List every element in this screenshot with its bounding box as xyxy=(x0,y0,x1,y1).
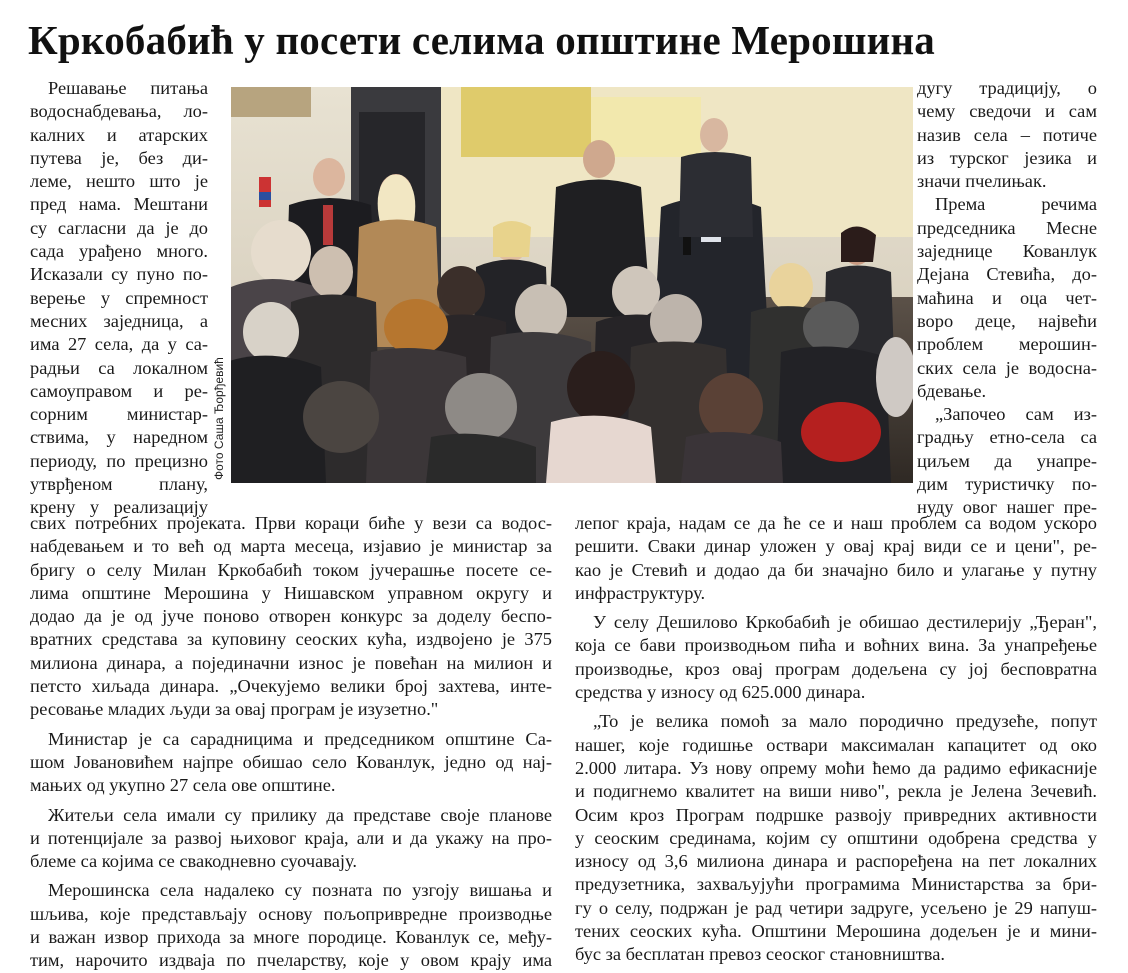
text-line: бдевање. xyxy=(917,380,987,401)
text-line: заједнице Кованлук xyxy=(917,241,1097,262)
text-line: решити. Сваки динар уложен у овај крај види се и цени", ре- xyxy=(575,536,1097,557)
text-line: из турског језика и xyxy=(917,147,1097,168)
text-line: радњи са локалном xyxy=(30,357,208,378)
text-line: У селу Дешилово Кркобабић је обишао дестилерију „Ђеран", xyxy=(593,612,1097,633)
text-line: бус за бесплатан превоз сеоског становништва. xyxy=(575,944,946,965)
text-line: председника Месне xyxy=(917,217,1097,238)
text-line: пред нама. Мештани xyxy=(30,194,208,215)
column-left-top xyxy=(30,77,208,520)
text-line: ствима, у наредном xyxy=(30,427,208,448)
text-line: самоуправом и ре- xyxy=(30,380,208,401)
text-line: вратних средстава за куповину сеоских кућа, издвојено је 375 xyxy=(30,629,552,650)
text-line: ресовање младих људи за овај програм је изузетно." xyxy=(30,699,439,720)
photo-credit-text: Фото Саша Ђорђевић xyxy=(212,357,226,480)
text-line: верење у спремност xyxy=(30,287,208,308)
article-photo xyxy=(231,87,913,483)
text-line: путева је, без ди- xyxy=(30,147,208,168)
text-line: калних и атарских xyxy=(30,124,208,145)
text-line: у сеоским срединама, којим су општини одобрена средства у xyxy=(575,827,1097,848)
text-line: Према речима xyxy=(935,194,1097,215)
text-line: периоду, по прецизно xyxy=(30,450,208,471)
text-line: Осим кроз Програм подршке развоју привредних активности xyxy=(575,804,1097,825)
text-line: износу од 3,6 милиона динара и распоређена на пет локалних xyxy=(575,851,1097,872)
text-line: нашег, које годишње оствари максималан капацитет од око xyxy=(575,734,1097,755)
text-line: градњу етно-села са xyxy=(917,427,1097,448)
text-line: дугу традицију, о xyxy=(917,78,1097,98)
text-line: инфраструктуру. xyxy=(575,582,706,603)
text-line: дим туристичку по- xyxy=(917,474,1097,495)
text-line: блеме са којима се свакодневно суочавају. xyxy=(30,851,357,872)
column-bottom-left xyxy=(30,512,552,973)
text-line: месних заједница, а xyxy=(30,310,208,331)
text-line: лепог краја, надам се да ће се и наш проблем са водом ускоро xyxy=(575,513,1097,533)
text-line: ских села је водосна- xyxy=(917,357,1097,378)
text-line: Решавање питања xyxy=(48,78,208,98)
text-line: утврђеном плану, xyxy=(30,474,208,495)
text-line: су сагласни да је до xyxy=(30,217,208,238)
text-line: набдевањем и то већ од марта месеца, изјавио је министар за xyxy=(30,536,552,557)
text-line: производње, кроз овај програм додељена су јој бесповратна xyxy=(575,658,1097,679)
text-line: чему сведочи и сам xyxy=(917,101,1097,122)
text-line: „То је велика помоћ за мало породично предузеће, попут xyxy=(593,711,1097,732)
text-line: 2.000 литара. Уз нову опрему моћи ћемо да радимо ефикасније xyxy=(575,757,1097,778)
text-line: предузетника, захваљујући програмима Министарства за бри- xyxy=(575,874,1097,895)
text-line: и важан извор прихода за многе породице. Кованлук се, међу- xyxy=(30,927,552,948)
text-line: назив села – потиче xyxy=(917,124,1097,145)
text-line: мањих од укупно 27 села ове општине. xyxy=(30,775,336,796)
text-line: водоснабдевања, ло- xyxy=(30,101,208,122)
text-line: тених сеоских кућа. Општини Мерошина додељен је и мини- xyxy=(575,921,1097,942)
text-line: бригу о селу Милан Кркобабић током јучерашње посете се- xyxy=(30,559,552,580)
text-line: Исказали су пуно по- xyxy=(30,264,208,285)
text-line: маћина и оца чет- xyxy=(917,287,1097,308)
article-headline: Кркобабић у посети селима општине Мерошина xyxy=(28,17,935,63)
text-line: леме, нешто што је xyxy=(30,171,208,192)
text-line: нуду овог нашег пре- xyxy=(917,497,1097,518)
text-line: значи пчелињак. xyxy=(917,171,1047,192)
text-line: има 27 села, да у са- xyxy=(30,334,208,355)
text-line: шом Јовановићем најпре обишао село Кованлук, једно од нај- xyxy=(30,751,552,772)
text-line: Министар је са сарадницима и председником општине Са- xyxy=(48,728,552,749)
text-line: као је Стевић и додао да би значајно било и улагање у путну xyxy=(575,559,1097,580)
text-line: циљем да унапре- xyxy=(917,450,1097,471)
text-line: Мерошинска села надалеко су позната по узгоју вишања и xyxy=(48,880,552,901)
text-line: сорним министар- xyxy=(30,404,208,425)
text-line: шљива, које представљају основу пољопривредне производње xyxy=(30,903,552,924)
text-line: Житељи села имали су прилику да представе своје планове xyxy=(48,804,552,825)
text-line: крену у реализацију xyxy=(30,497,208,518)
text-line: сада урађено много. xyxy=(30,241,208,262)
text-line: воро деце, највећи xyxy=(917,310,1097,331)
text-line: проблем мерошин- xyxy=(917,334,1097,355)
photo-credit xyxy=(210,300,230,480)
text-line: милиона динара, а појединачни износ је повећан на милион и xyxy=(30,652,552,673)
text-line: која се бави производњом пића и воћних вина. За унапређење xyxy=(575,635,1097,656)
text-line: и подигнемо квалитет на виши ниво", рекла је Јелена Зечевић. xyxy=(575,781,1097,802)
text-line: и потенцијале за развој њиховог краја, али и да укажу на про- xyxy=(30,827,552,848)
text-line: Дејана Стевића, до- xyxy=(917,264,1097,285)
text-line: тим, нарочито издваја по пчеларству, које у овом крају има xyxy=(30,950,552,971)
text-line: гу о селу, подржан је рад четири задруге, усељено је 29 напуш- xyxy=(575,897,1097,918)
text-line: „Започео сам из- xyxy=(935,404,1097,425)
text-line: свих потребних пројеката. Први кораци биће у вези са водос- xyxy=(30,513,552,533)
column-bottom-right xyxy=(575,512,1097,967)
text-line: петсто хиљада динара. „Очекујемо велики број захтева, инте- xyxy=(30,676,552,697)
text-line: средства у износу од 625.000 динара. xyxy=(575,682,866,703)
photo-illustration xyxy=(231,87,913,483)
text-line: лима општине Мерошина у Нишавском управном округу и xyxy=(30,582,552,603)
column-right-top xyxy=(917,77,1097,520)
text-line: додао да је од јуче поново отворен конкурс за доделу беспо- xyxy=(30,606,552,627)
